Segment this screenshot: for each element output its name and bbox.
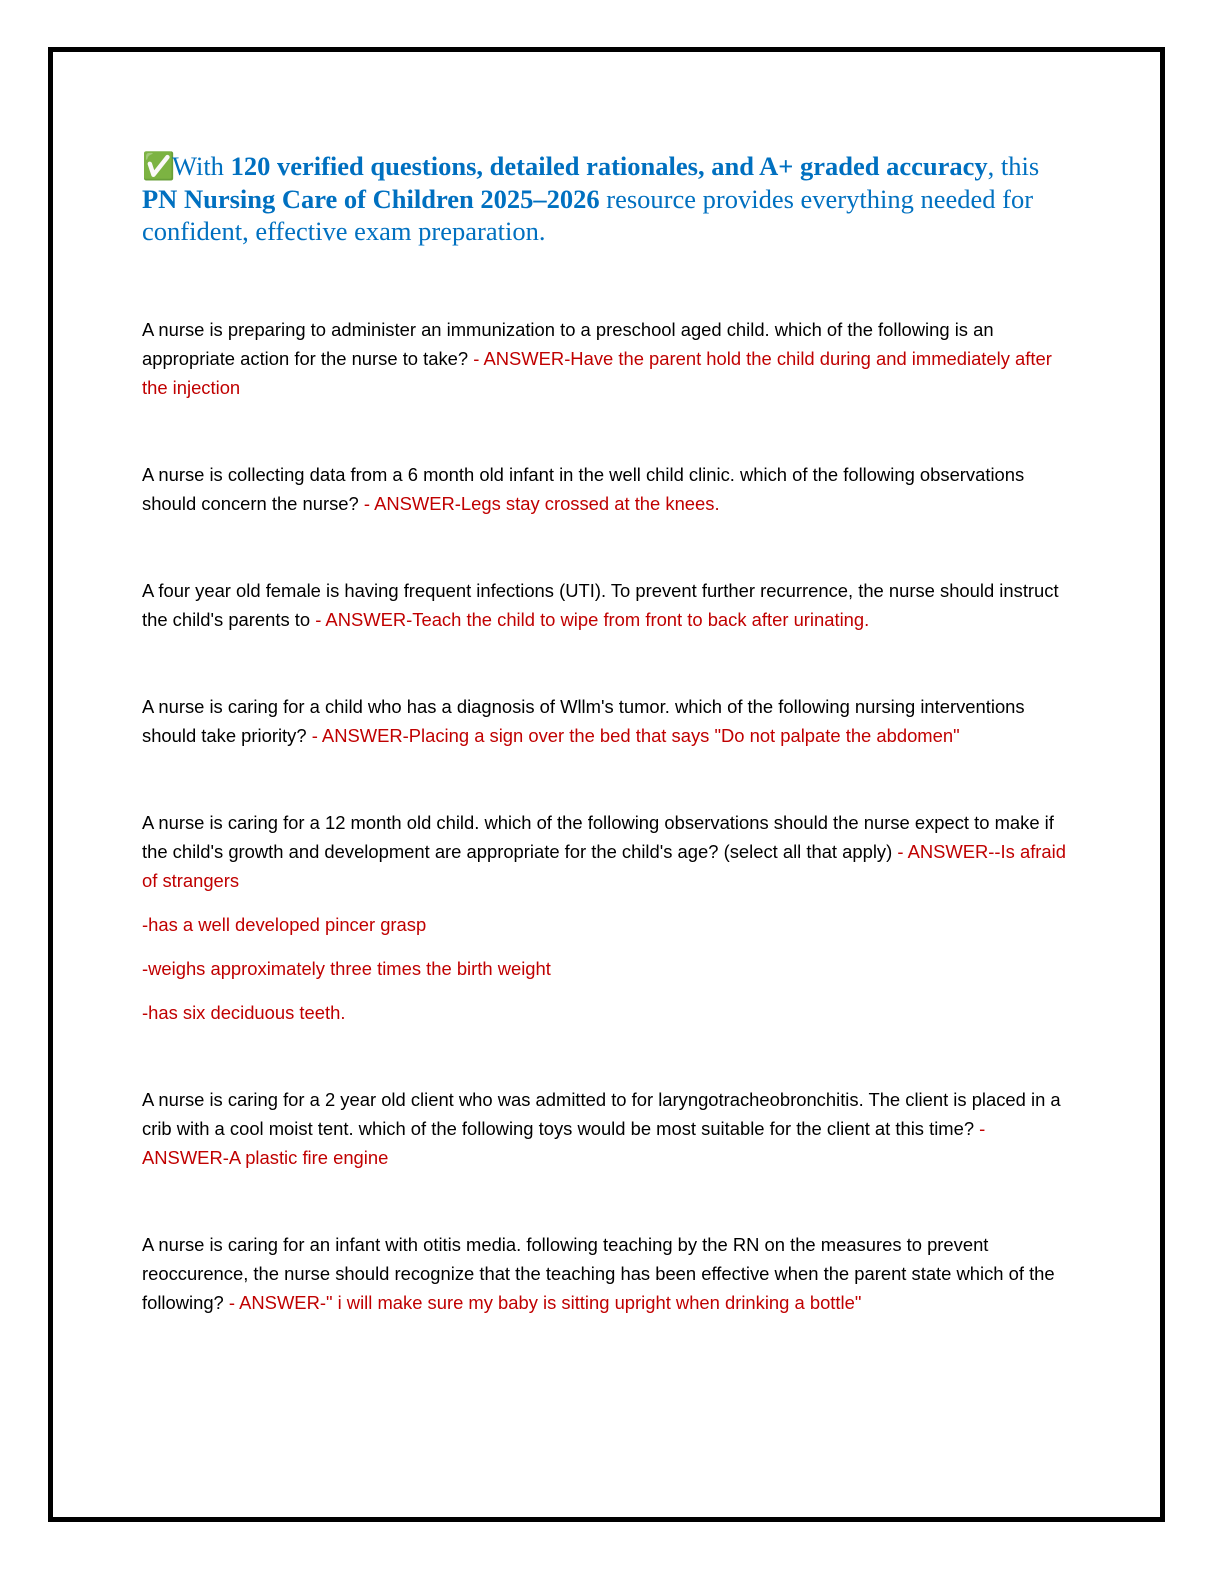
answer-option-line: -has a well developed pincer grasp bbox=[142, 913, 427, 935]
intro-text-1: With bbox=[172, 151, 231, 181]
answer-text: - ANSWER-" i will make sure my baby is sitting upright when drinking a bottle" bbox=[223, 1291, 862, 1313]
check-mark-icon: ✅ bbox=[142, 151, 175, 181]
question-paragraph bbox=[142, 808, 1072, 895]
answer-option-line: -weighs approximately three times the birth weight bbox=[142, 957, 551, 979]
question-text: A nurse is caring for a 12 month old child. which of the following observations should the nurse expect to make if the child's growth and development are appropriate for the child's age? (select all that apply) bbox=[142, 811, 1054, 862]
question-item-2 bbox=[142, 460, 1072, 518]
answer-text: - ANSWER-Legs stay crossed at the knees. bbox=[358, 492, 720, 514]
answer-text: - ANSWER-Placing a sign over the bed that says "Do not palpate the abdomen" bbox=[306, 724, 960, 746]
intro-bold-2: PN Nursing Care of Children 2025–2026 bbox=[142, 183, 600, 214]
intro-text-2: , this bbox=[987, 151, 1040, 181]
document-content bbox=[142, 150, 1072, 1375]
question-item-7 bbox=[142, 1230, 1072, 1317]
question-text: A nurse is collecting data from a 6 month old infant in the well child clinic. which of the following observations should concern the nurse? bbox=[142, 463, 1025, 514]
question-list bbox=[142, 315, 1072, 1317]
answer-text: - ANSWER-Have the parent hold the child during and immediately after the injection bbox=[142, 347, 1052, 398]
question-text: A nurse is preparing to administer an immunization to a preschool aged child. which of the following is an appropriate action for the nurse to take? bbox=[142, 318, 994, 369]
question-text: A nurse is caring for a child who has a diagnosis of Wllm's tumor. which of the following nursing interventions should take priority? bbox=[142, 695, 1025, 746]
question-item-5 bbox=[142, 808, 1072, 1027]
question-item-1 bbox=[142, 315, 1072, 402]
answer-text: - ANSWER-Teach the child to wipe from front to back after urinating. bbox=[310, 608, 870, 630]
answer-option-line: -has six deciduous teeth. bbox=[142, 1001, 346, 1023]
intro-bold-1: 120 verified questions, detailed rationales, and A+ graded accuracy bbox=[230, 151, 988, 181]
question-text: A nurse is caring for an infant with otitis media. following teaching by the RN on the measures to prevent reoccurence, the nurse should recognize that the teaching has been effective when the parent state which of the following? bbox=[142, 1233, 1055, 1313]
question-text: A four year old female is having frequent infections (UTI). To prevent further recurrence, the nurse should instruct the child's parents to bbox=[142, 579, 1059, 630]
intro-text-3: resource provides everything needed for confident, effective exam preparation. bbox=[142, 183, 1034, 246]
question-text: A nurse is caring for a 2 year old client who was admitted to for laryngotracheobronchitis. The client is placed in a crib with a cool moist tent. which of the following toys would be most suitable for the client at this time? bbox=[142, 1088, 1061, 1139]
answer-text: - ANSWER--Is afraid of strangers bbox=[142, 840, 1066, 891]
question-item-4 bbox=[142, 692, 1072, 750]
question-item-3 bbox=[142, 576, 1072, 634]
answer-text: - ANSWER-A plastic fire engine bbox=[142, 1117, 986, 1168]
question-item-6 bbox=[142, 1085, 1072, 1172]
intro-paragraph bbox=[142, 150, 1072, 248]
